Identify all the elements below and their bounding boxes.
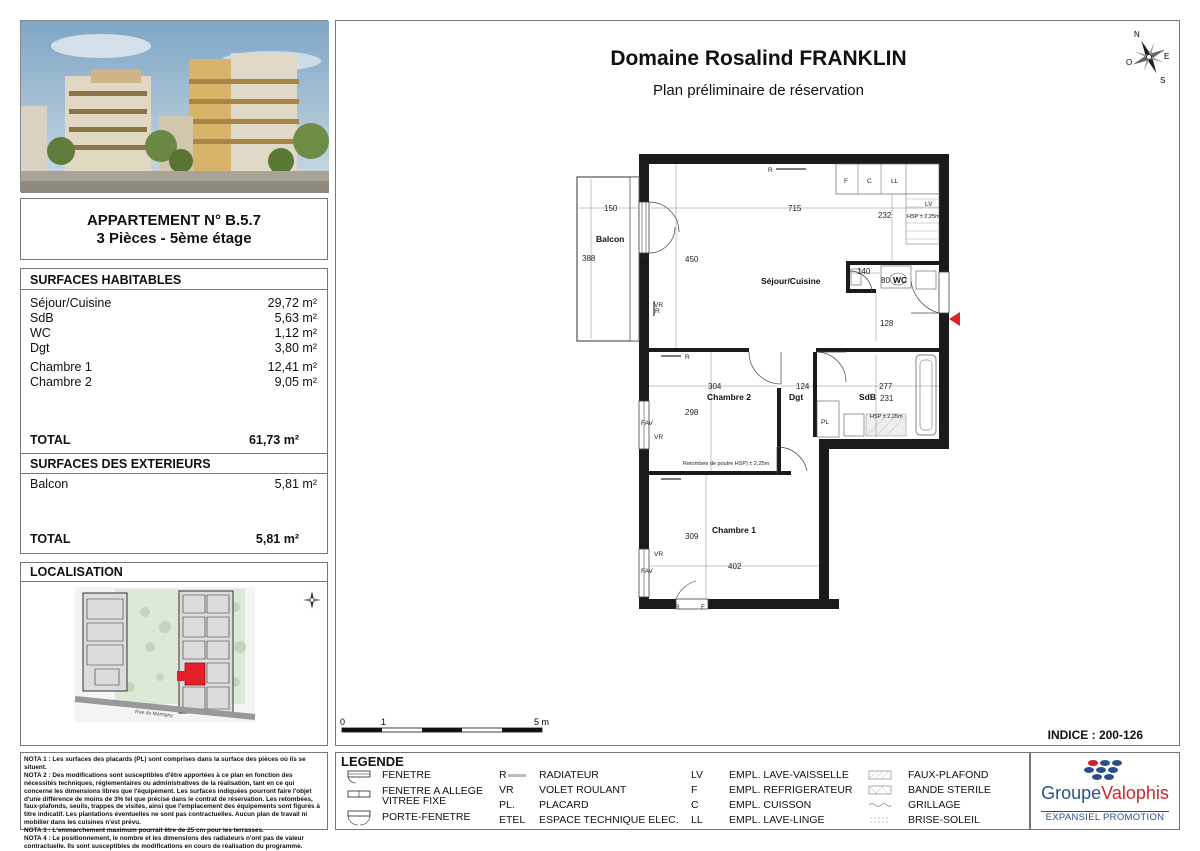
room-name-chambre2: Chambre 2 [30,375,92,389]
dim-715: 715 [788,204,802,213]
legend-code-f: F [691,784,698,796]
room-label-wc: WC [893,275,908,285]
wall-left-top [639,154,649,202]
dim-232: 232 [878,211,892,220]
logo-tagline: EXPANSIEL PROMOTION [1045,812,1165,823]
legend-volet-roulant: VOLET ROULANT [539,784,627,796]
code-r-2: R [685,354,690,361]
room-label-chambre2: Chambre 2 [707,392,751,402]
wall-sdb-bottom [819,439,949,449]
wall-top [639,154,949,164]
code-f: F [844,178,848,185]
note-2: NOTA 2 : Des modifications sont susceptibles d'être apportées à ce plan en fonction des nécessités techniques, réglementaires ou administratives de la réalisation, tant en ce qui concerne les dimensions libres que l'équipement. Les surfaces indiquées pourront faire l'objet d'une différence de moins de 3% tel que précisé dans le contrat de réservation. Les retombées, faux-plafonds, seuils, trappes de visites, ainsi que l'emplacement des équipements sont figurés à titre indicatif. Les plantations éventuelles ne sont pas contractuelles. Aucun plan de travail ni mobilier dans les cuisines n'est prévu. [24,771,320,827]
dim-388: 388 [582,254,596,263]
site-map-street: Rue du Montigny [134,709,174,719]
code-r-4: R [675,604,680,611]
logo-name-b: Valophis [1101,783,1169,803]
note-hsp-2: HSP ± 2,25m [870,414,903,420]
logo-panel [1030,752,1180,830]
code-vr-2: VR [654,434,664,441]
localisation-title: LOCALISATION [30,565,123,579]
legend-code-lv: LV [691,769,704,781]
wall-right-upper [939,154,949,272]
exterieurs-total-value: 5,81 m² [255,532,299,546]
room-name-sdb: SdB [30,311,54,325]
wall-dgt-left [777,388,781,475]
dim-402: 402 [728,562,742,571]
code-vr-1: VR [654,302,664,309]
legend-window-icons [344,769,374,827]
apartment-type: 3 Pièces - 5ème étage [96,230,252,247]
legend-radiateur: RADIATEUR [539,769,599,781]
legend-code-r: R [499,769,507,781]
entry-arrow-icon [949,312,960,326]
code-c: C [867,178,872,185]
dim-231: 231 [880,394,894,403]
scale-bar [340,717,549,732]
legend-placard: PLACARD [539,799,589,811]
code-r-1: R [768,167,773,174]
legend-code-vr: VR [499,784,514,796]
code-vr-3: VR [654,551,664,558]
wall-wc-top [846,261,939,265]
legend-faux-plafond: FAUX-PLAFOND [908,769,989,781]
note-1: NOTA 1 : Les surfaces des placards (PL) sont comprises dans la surface des pièces où ils se situent. [24,756,306,771]
room-label-sdb: SdB [859,392,876,402]
compass-n: N [1134,30,1140,39]
apartment-header [20,198,328,260]
legend-fenetre-allege: FENETRE A ALLEGE [382,785,483,797]
wall-chambre1-right [819,439,829,609]
dim-124: 124 [796,382,810,391]
wall-dgt-right [813,352,817,437]
note-hsp-1: HSP ± 2,25m [907,214,940,220]
valophis-logo-icon [1081,757,1125,781]
wall-left-mid [639,253,649,401]
apartment-number: APPARTEMENT N° B.5.7 [86,212,262,229]
room-area-sejour: 29,72 m² [267,296,317,310]
legend-bande-sterile: BANDE STERILE [908,784,991,796]
room-name-wc: WC [30,326,51,340]
logo-name [1031,783,1179,804]
room-area-wc: 1,12 m² [274,326,317,340]
dim-140: 140 [857,267,871,276]
dim-150: 150 [604,204,618,213]
surfaces-panel [20,268,328,554]
floor-plan-panel [335,20,1180,746]
room-label-chambre1: Chambre 1 [712,525,756,535]
code-pl: PL [821,419,829,426]
wall-bottom [639,599,839,609]
site-map [75,587,255,722]
compass-s: S [1160,76,1166,85]
room-name-dgt: Dgt [30,341,50,355]
code-fav-1: FAV [641,420,653,427]
wall-wc-left [846,261,850,293]
floor-plan-drawing [336,21,1181,747]
legend-grillage: GRILLAGE [908,799,961,811]
legend-radiator-icon [508,774,526,777]
project-title: Domaine Rosalind FRANKLIN [610,47,907,70]
dim-309: 309 [685,532,699,541]
code-f-2: F [701,604,705,611]
surfaces-exterieurs-title: SURFACES DES EXTERIEURS [30,457,211,471]
legend-fenetre: FENETRE [382,769,432,781]
room-name-sejour: Séjour/Cuisine [30,296,112,310]
room-label-balcon: Balcon [596,234,625,244]
room-area-dgt: 3,80 m² [274,341,317,355]
room-name-balcon: Balcon [30,477,69,491]
code-lv: LV [925,201,933,208]
scale-5m: 5 m [534,717,550,727]
compass-o: O [1126,58,1133,67]
room-area-chambre2: 9,05 m² [274,375,317,389]
legend-espace-technique: ESPACE TECHNIQUE ELEC. [539,814,679,826]
legend-code-c: C [691,799,699,811]
dim-128: 128 [880,319,894,328]
dim-298: 298 [685,408,699,417]
note-retombee: Retombée de poutre HSP) ± 2,25m [683,461,770,467]
legend-cuisson: EMPL. CUISSON [729,799,812,811]
wall-chambre2-bottom [649,471,791,475]
legend-refrigerateur: EMPL. REFRIGERATEUR [729,784,853,796]
legend-code-pl: PL. [499,799,515,811]
localisation-panel [20,562,328,746]
dim-304: 304 [708,382,722,391]
room-label-sejour: Séjour/Cuisine [761,276,821,286]
code-ll: LL [891,178,899,185]
wall-sdb-top [816,348,939,352]
note-3: NOTA 3 : L'emmarchement maximum pourrait être de 25 cm pour les terrasses. [24,827,264,835]
compass-e: E [1164,52,1170,61]
room-area-sdb: 5,63 m² [274,311,317,325]
surfaces-habitables-title: SURFACES HABITABLES [30,273,182,287]
legend-brise-soleil: BRISE-SOLEIL [908,814,980,826]
legend-lave-vaisselle: EMPL. LAVE-VAISSELLE [729,769,849,781]
dim-80: 80 [881,276,890,285]
code-r-3: R [655,308,660,315]
legend-porte-fenetre: PORTE-FENETRE [382,811,471,823]
building-rendering-image [20,20,328,192]
legend-code-etel: ETEL [499,814,526,826]
habitables-total-value: 61,73 m² [248,433,299,447]
wall-right-lower [939,313,949,449]
room-area-balcon: 5,81 m² [274,477,317,491]
scale-0: 0 [340,717,346,727]
legend-code-ll: LL [691,814,703,826]
scale-1: 1 [381,717,387,727]
dim-450: 450 [685,255,699,264]
room-area-chambre1: 12,41 m² [267,360,317,374]
logo-name-a: Groupe [1041,783,1102,803]
project-subtitle: Plan préliminaire de réservation [653,82,864,99]
legend-panel [335,752,1030,830]
code-pf: PF [640,256,649,263]
notes-panel [20,752,328,850]
code-fav-2: FAV [641,568,653,575]
legend-title: LEGENDE [341,754,404,769]
legend-lave-linge: EMPL. LAVE-LINGE [729,814,825,826]
compass-small-icon [301,589,323,611]
legend-hatch-icons [868,769,894,827]
exterieurs-total-label: TOTAL [30,532,71,546]
wall-chambre2-top [649,348,749,352]
note-4: NOTA 4 : Le positionnement, le nombre et les dimensions des radiateurs n'ont pas de valeur contractuelle. Ils sont susceptibles de modifications en cours de réalisation du programme. [24,835,304,850]
room-name-chambre1: Chambre 1 [30,360,92,374]
dim-277: 277 [879,382,893,391]
indice-label: INDICE : 200-126 [1047,728,1143,742]
room-label-dgt: Dgt [789,392,804,402]
habitables-total-label: TOTAL [30,433,71,447]
legend-vitree-fixe: VITREE FIXE [382,795,447,807]
